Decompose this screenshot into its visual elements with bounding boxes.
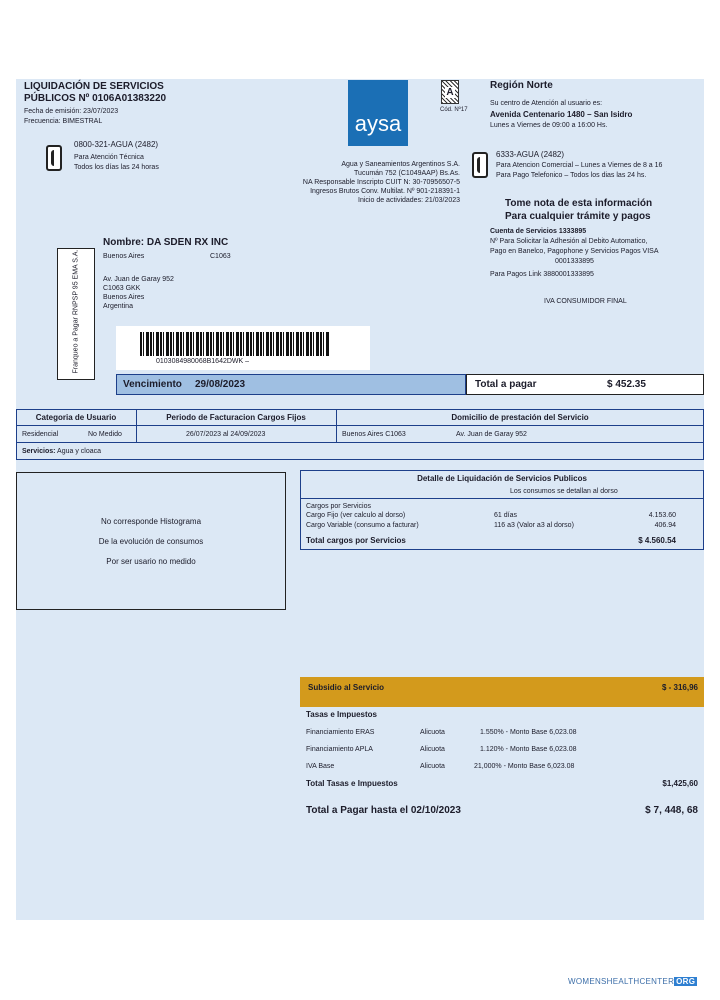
- aysa-logo: [348, 80, 408, 146]
- histogram-box: [16, 472, 286, 610]
- taxes-title: Tasas e Impuestos: [306, 710, 377, 719]
- taxes-total: $1,425,60: [662, 779, 698, 788]
- commercial-phone: 6333-AGUA (2482): [496, 150, 565, 159]
- cell-period: 26/07/2023 al 24/09/2023: [186, 431, 266, 438]
- company-start: Inicio de actividades: 21/03/2023: [358, 197, 460, 204]
- commercial-line2: Para Pago Telefonico – Todos los dias las 24 hs.: [496, 172, 647, 179]
- subsidy-amount: $ - 316,96: [661, 683, 698, 692]
- detail-row-qty: 116 a3 (Valor a3 al dorso): [494, 522, 574, 529]
- issue-date: 23/07/2023: [83, 108, 119, 115]
- region-center-hours: Lunes a Viernes de 09:00 a 16:00 Hs.: [490, 122, 608, 129]
- services-row: [22, 447, 101, 456]
- company-cuit: NA Responsable Inscripto CUIT N: 30-70956507-5: [302, 179, 460, 186]
- tech-line2: Todos los días las 24 horas: [74, 164, 159, 171]
- frequency: BIMESTRAL: [62, 118, 103, 125]
- iva-condition: IVA CONSUMIDOR FINAL: [544, 298, 627, 305]
- customer-city: Buenos Aires: [103, 253, 145, 260]
- watermark-logo: [568, 977, 697, 986]
- issue-date-row: [24, 107, 118, 116]
- tax-name: Financiamiento APLA: [306, 746, 373, 753]
- barcode-bars: [140, 332, 330, 356]
- header-category: Categoria de Usuario: [35, 413, 117, 422]
- grand-total-amount: $ 7, 448, 68: [645, 805, 698, 816]
- total-label: Total a pagar: [475, 379, 537, 390]
- frequency-label: Frecuencia:: [24, 118, 61, 125]
- link-label: Para Pagos Link: [490, 271, 542, 278]
- tax-name: IVA Base: [306, 763, 335, 770]
- customer-city2: Buenos Aires: [103, 294, 145, 301]
- services-label: Servicios:: [22, 448, 56, 455]
- payment-code: 0001333895: [555, 258, 594, 265]
- phone-icon: [472, 152, 488, 178]
- cell-category: Residencial: [22, 431, 59, 438]
- customer-address: [103, 275, 174, 311]
- detail-title: Detalle de Liquidación de Servicios Publicos: [417, 474, 587, 483]
- company-address: Tucumán 752 (C1049AAP) Bs.As.: [354, 170, 460, 177]
- link-code: 3880001333895: [543, 271, 594, 278]
- subsidy-label: Subsidio al Servicio: [308, 683, 385, 692]
- debit-line: Nº Para Solicitar la Adhesión al Debito Automatico,: [490, 238, 648, 245]
- histogram-line1: No corresponde Histograma: [100, 517, 202, 526]
- detail-row-qty: 61 días: [494, 512, 517, 519]
- category-a-badge: A: [441, 80, 459, 104]
- customer-postal: C1063: [210, 253, 231, 260]
- watermark-text: WOMENSHEALTHCENTER: [568, 977, 675, 986]
- histogram-line3: Por ser usario no medido: [106, 557, 196, 566]
- detail-divider: [300, 498, 704, 499]
- detail-total-label: Total cargos por Servicios: [306, 536, 406, 545]
- due-date-box: [116, 374, 466, 395]
- cat-code: Cód. Nº17: [440, 107, 468, 113]
- region-title: Región Norte: [490, 80, 553, 91]
- cell-measure: No Medido: [88, 431, 122, 438]
- subsidy-bar: [300, 677, 704, 707]
- cell-address-city: Buenos Aires C1063: [342, 431, 406, 438]
- charges-label: Cargos por Servicios: [306, 503, 371, 510]
- tax-type: Alicuota: [420, 729, 445, 736]
- detail-row-label: Cargo Fijo (ver calculo al dorso): [306, 512, 406, 519]
- detail-subtitle: Los consumos se detallan al dorso: [510, 488, 618, 495]
- company-iibb: Ingresos Brutos Conv. Multilat. Nº 901-218391-1: [310, 188, 460, 195]
- customer-street: Av. Juan de Garay 952: [103, 276, 174, 283]
- account-number: 1333895: [558, 228, 587, 235]
- header-address: Domicilio de prestación del Servicio: [451, 413, 589, 422]
- franchise-text: Franqueo a Pagar RNPSP 95 EMA S.A.: [72, 249, 80, 374]
- detail-total: $ 4.560.54: [638, 536, 676, 545]
- tech-phone: 0800-321-AGUA (2482): [74, 140, 159, 149]
- issue-date-label: Fecha de emisión:: [24, 108, 82, 115]
- link-row: [490, 270, 594, 279]
- logo-text: aysa: [354, 111, 402, 136]
- customer-cpa: C1063 GKK: [103, 285, 141, 292]
- cell-address-street: Av. Juan de Garay 952: [456, 431, 527, 438]
- tax-rate: 21,000% - Monto Base 6,023.08: [474, 763, 575, 770]
- payment-barcode: [116, 326, 370, 370]
- detail-row-label: Cargo Variable (consumo a facturar): [306, 522, 419, 529]
- bill-title-line2: PÚBLICOS Nº 0106A01383220: [24, 93, 167, 104]
- total-box: [466, 374, 704, 395]
- due-date: 29/08/2023: [195, 379, 246, 390]
- franchise-box: [57, 248, 95, 380]
- total-amount: $ 452.35: [607, 379, 646, 390]
- payment-line: Pago en Banelco, Pagophone y Servicios Pagos VISA: [490, 248, 659, 255]
- detail-row-amount: 4.153.60: [648, 512, 676, 519]
- company-info: [290, 160, 460, 205]
- watermark-tld: ORG: [676, 977, 696, 986]
- services-value: Agua y cloaca: [57, 448, 102, 455]
- tax-rate: 1.550% - Monto Base 6,023.08: [480, 729, 577, 736]
- header-period: Periodo de Facturacion Cargos Fijos: [166, 413, 306, 422]
- region-center-label: Su centro de Atención al usuario es:: [490, 100, 603, 107]
- note-title1: Tome nota de esta información: [505, 198, 653, 209]
- taxes-total-label: Total Tasas e Impuestos: [306, 779, 398, 788]
- account-label: Cuenta de Servicios: [490, 228, 557, 235]
- phone-icon: [46, 145, 62, 171]
- tax-rate: 1.120% - Monto Base 6,023.08: [480, 746, 577, 753]
- bill-title-line1: LIQUIDACIÓN DE SERVICIOS: [24, 81, 164, 92]
- tax-name: Financiamiento ERAS: [306, 729, 375, 736]
- customer-name: DA SDEN RX INC: [146, 237, 229, 248]
- region-center-address: Avenida Centenario 1480 – San Isidro: [490, 110, 633, 119]
- company-name: Agua y Saneamientos Argentinos S.A.: [341, 161, 460, 168]
- table-divider: [16, 425, 704, 426]
- tax-type: Alicuota: [420, 763, 445, 770]
- tax-type: Alicuota: [420, 746, 445, 753]
- frequency-row: [24, 117, 102, 126]
- customer-name-label: Nombre:: [103, 237, 145, 248]
- commercial-line1: Para Atencion Comercial – Lunes a Viernes de 8 a 16: [496, 162, 663, 169]
- detail-row-amount: 406.94: [654, 522, 676, 529]
- grand-total-label: Total a Pagar hasta el 02/10/2023: [306, 805, 461, 816]
- customer-country: Argentina: [103, 303, 133, 310]
- customer-name-row: [103, 237, 228, 249]
- barcode-number: 0103084980068B1642DWK –: [156, 358, 250, 365]
- tech-line1: Para Atención Técnica: [74, 154, 144, 161]
- due-label: Vencimiento: [123, 379, 182, 390]
- table-divider: [16, 442, 704, 443]
- note-title2: Para cualquier trámite y pagos: [505, 211, 651, 222]
- histogram-line2: De la evolución de consumos: [98, 537, 204, 546]
- account-row: [490, 227, 586, 236]
